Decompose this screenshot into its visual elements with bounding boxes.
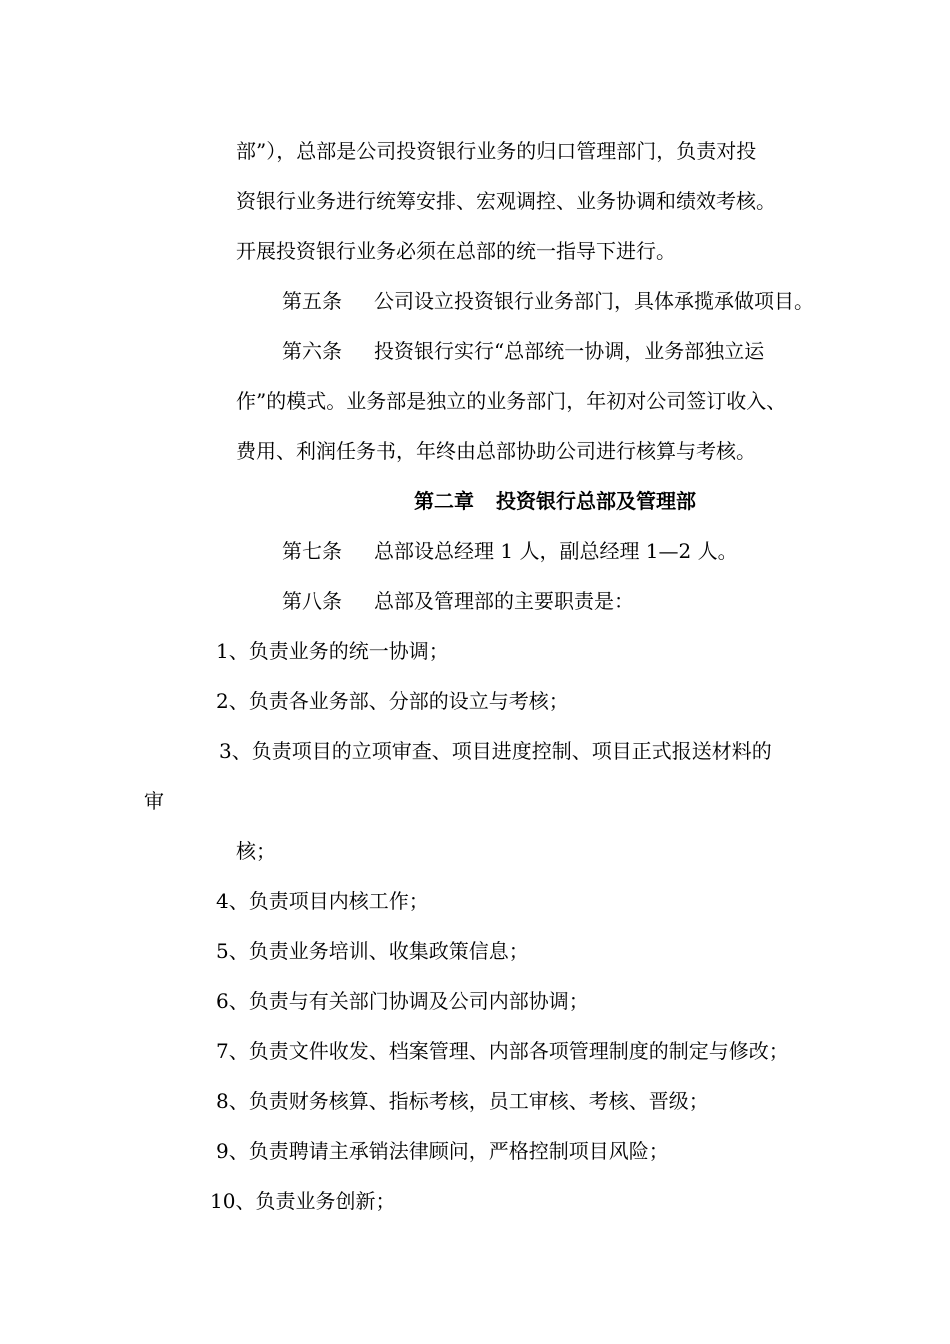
article-5-text: 公司设立投资银行业务部门，具体承揽承做项目。 [374, 289, 814, 313]
article-7 [282, 538, 738, 564]
chapter-label: 第二章 [414, 489, 474, 513]
article-7-label: 第七条 [282, 539, 342, 563]
duty-item: 9、负责聘请主承销法律顾问，严格控制项目风险； [216, 1139, 669, 1163]
article-6-label: 第六条 [282, 339, 342, 363]
article-6-text: 投资银行实行“总部统一协调，业务部独立运 [374, 339, 765, 363]
paragraph-line: 开展投资银行业务必须在总部的统一指导下进行。 [236, 239, 676, 263]
duty-item-wrap: 核； [236, 839, 276, 863]
paragraph-line: 资银行业务进行统筹安排、宏观调控、业务协调和绩效考核。 [236, 189, 776, 213]
article-8 [282, 588, 634, 614]
duty-item: 10、负责业务创新； [210, 1189, 396, 1213]
paragraph-line: 作”的模式。业务部是独立的业务部门，年初对公司签订收入、 [236, 389, 787, 413]
duty-item: 8、负责财务核算、指标考核，员工审核、考核、晋级； [216, 1089, 709, 1113]
duty-item: 1、负责业务的统一协调； [216, 639, 449, 663]
article-7-text: 总部设总经理 1 人，副总经理 1—2 人。 [374, 539, 738, 563]
duty-item: 7、负责文件收发、档案管理、内部各项管理制度的制定与修改； [216, 1039, 789, 1063]
duty-item: 5、负责业务培训、收集政策信息； [216, 939, 529, 963]
paragraph-line: 费用、利润任务书，年终由总部协助公司进行核算与考核。 [236, 439, 756, 463]
duty-item-wrap: 审 [144, 789, 164, 813]
article-5-label: 第五条 [282, 289, 342, 313]
duty-item: 6、负责与有关部门协调及公司内部协调； [216, 989, 589, 1013]
chapter-heading [414, 488, 696, 514]
article-8-text: 总部及管理部的主要职责是： [374, 589, 634, 613]
duty-item: 4、负责项目内核工作； [216, 889, 429, 913]
duty-item: 2、负责各业务部、分部的设立与考核； [216, 689, 569, 713]
article-8-label: 第八条 [282, 589, 342, 613]
article-6 [282, 338, 764, 364]
chapter-title: 投资银行总部及管理部 [496, 489, 696, 513]
duty-item: 3、负责项目的立项审查、项目进度控制、项目正式报送材料的 [219, 739, 772, 763]
article-5 [282, 288, 814, 314]
paragraph-line: 部”），总部是公司投资银行业务的归口管理部门，负责对投 [236, 139, 757, 163]
